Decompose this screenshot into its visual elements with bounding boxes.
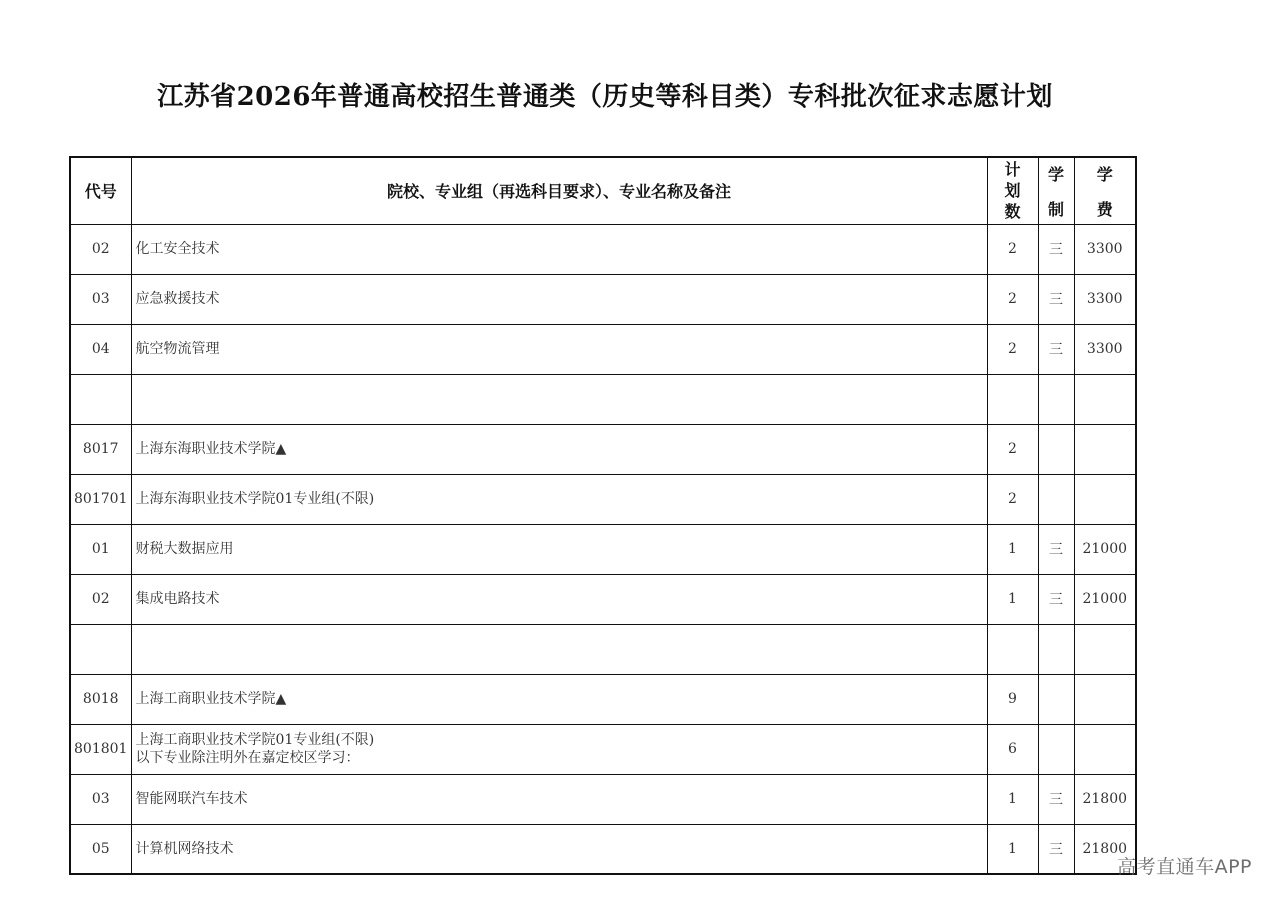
row-system: 三	[1038, 574, 1074, 624]
row-fee	[1074, 674, 1136, 724]
header-plan-char: 划	[1004, 181, 1021, 201]
row-name	[131, 374, 987, 424]
row-plan: 1	[987, 774, 1038, 824]
row-name	[131, 324, 987, 374]
row-name	[131, 274, 987, 324]
row-system: 三	[1038, 224, 1074, 274]
row-fee	[1074, 424, 1136, 474]
row-system	[1038, 624, 1074, 674]
row-fee: 21000	[1074, 524, 1136, 574]
header-fee-char: 学	[1096, 164, 1113, 184]
row-plan: 1	[987, 824, 1038, 874]
row-name	[131, 574, 987, 624]
row-fee: 3300	[1074, 274, 1136, 324]
row-name	[131, 474, 987, 524]
row-fee: 21000	[1074, 574, 1136, 624]
page-title: 江苏省2026年普通高校招生普通类（历史等科目类）专科批次征求志愿计划	[157, 82, 1053, 112]
row-plan: 1	[987, 524, 1038, 574]
row-system: 三	[1038, 824, 1074, 874]
enrollment-plan-table	[69, 156, 1137, 875]
row-code: 04	[70, 324, 131, 374]
row-name-text: 上海工商职业技术学院01专业组(不限)	[135, 732, 375, 748]
row-plan: 2	[987, 474, 1038, 524]
row-name-text: 集成电路技术	[135, 591, 220, 607]
row-code: 02	[70, 574, 131, 624]
table-row	[70, 424, 1136, 474]
row-system	[1038, 474, 1074, 524]
row-name	[131, 524, 987, 574]
row-plan: 2	[987, 424, 1038, 474]
table-row	[70, 324, 1136, 374]
header-system-char: 制	[1047, 199, 1064, 219]
row-code: 05	[70, 824, 131, 874]
row-fee: 21800	[1074, 824, 1136, 874]
table-row	[70, 774, 1136, 824]
row-code: 03	[70, 274, 131, 324]
row-name-text: 应急救援技术	[135, 291, 220, 307]
table-row	[70, 674, 1136, 724]
row-plan	[987, 374, 1038, 424]
row-name	[131, 774, 987, 824]
header-plan	[987, 157, 1038, 224]
table-row	[70, 474, 1136, 524]
row-code: 03	[70, 774, 131, 824]
row-name-text: 智能网联汽车技术	[135, 791, 248, 807]
row-plan: 6	[987, 724, 1038, 774]
row-name-text: 计算机网络技术	[135, 840, 234, 857]
row-name	[131, 674, 987, 724]
row-system: 三	[1038, 324, 1074, 374]
row-system: 三	[1038, 774, 1074, 824]
row-fee	[1074, 374, 1136, 424]
row-code: 801701	[70, 474, 131, 524]
row-name	[131, 824, 987, 874]
header-fee-char: 费	[1096, 199, 1113, 219]
row-name-text: 上海工商职业技术学院▲	[135, 691, 287, 707]
row-code	[70, 374, 131, 424]
row-plan: 2	[987, 324, 1038, 374]
row-name-text: 上海东海职业技术学院01专业组(不限)	[135, 491, 375, 507]
row-plan: 2	[987, 224, 1038, 274]
header-fee	[1074, 157, 1136, 224]
table-row	[70, 274, 1136, 324]
row-name-text: 财税大数据应用	[135, 541, 234, 557]
header-code: 代号	[70, 157, 131, 224]
row-code: 02	[70, 224, 131, 274]
row-system: 三	[1038, 524, 1074, 574]
row-plan: 2	[987, 274, 1038, 324]
table-row-empty	[70, 374, 1136, 424]
row-code	[70, 624, 131, 674]
row-code: 8017	[70, 424, 131, 474]
row-system	[1038, 374, 1074, 424]
row-fee: 3300	[1074, 324, 1136, 374]
table-row	[70, 724, 1136, 774]
row-name-text: 上海东海职业技术学院▲	[135, 441, 287, 457]
row-fee	[1074, 624, 1136, 674]
row-fee	[1074, 474, 1136, 524]
header-name: 院校、专业组（再选科目要求）、专业名称及备注	[131, 157, 987, 224]
row-note-text: 以下专业除注明外在嘉定校区学习：	[135, 750, 360, 766]
row-system: 三	[1038, 274, 1074, 324]
row-code: 01	[70, 524, 131, 574]
row-plan: 1	[987, 574, 1038, 624]
row-fee: 21800	[1074, 774, 1136, 824]
table-row-empty	[70, 624, 1136, 674]
header-system-char: 学	[1047, 164, 1064, 184]
table-row	[70, 574, 1136, 624]
row-name	[131, 724, 987, 774]
header-plan-char: 计	[1004, 160, 1021, 180]
table-row	[70, 824, 1136, 874]
table-row	[70, 524, 1136, 574]
watermark: 高考直通车APP	[1117, 856, 1252, 878]
row-name-text: 化工安全技术	[135, 241, 220, 257]
row-fee	[1074, 724, 1136, 774]
row-name	[131, 624, 987, 674]
row-code: 801801	[70, 724, 131, 774]
row-name	[131, 424, 987, 474]
row-plan	[987, 624, 1038, 674]
header-system	[1038, 157, 1074, 224]
row-fee: 3300	[1074, 224, 1136, 274]
row-system	[1038, 424, 1074, 474]
table-row	[70, 224, 1136, 274]
row-code: 8018	[70, 674, 131, 724]
row-system	[1038, 674, 1074, 724]
header-plan-char: 数	[1004, 202, 1021, 222]
row-plan: 9	[987, 674, 1038, 724]
row-system	[1038, 724, 1074, 774]
table-header-row	[70, 157, 1136, 224]
row-name	[131, 224, 987, 274]
row-name-text: 航空物流管理	[135, 341, 220, 357]
